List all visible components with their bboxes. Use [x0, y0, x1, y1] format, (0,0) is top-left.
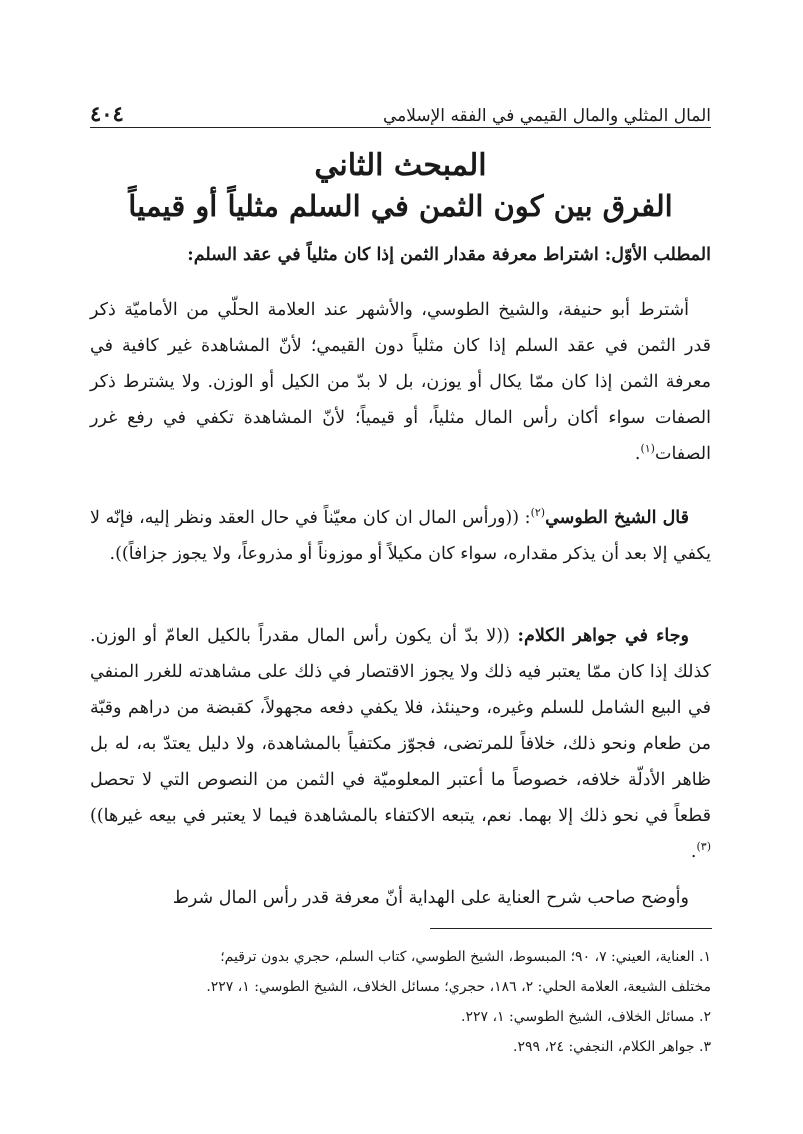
footnote-ref-2: (٢)	[530, 505, 546, 519]
footnote-line: ٢. مسائل الخلاف، الشيخ الطوسي: ١، ٢٢٧.	[461, 1009, 711, 1025]
paragraph-2-text: : ((ورأس المال ان كان معيّناً في حال العقد ونظر إليه، فإنّه لا يكفي إلا بعد أن يذكر مقداره، سواء كان مكيلاً أو موزوناً أو مذروعاً، ولا يجوز جزافاً)).	[90, 507, 711, 564]
paragraph-4	[90, 880, 711, 916]
footnote-ref-3: (٣)	[696, 839, 711, 853]
paragraph-1-text: أشترط أبو حنيفة، والشيخ الطوسي، والأشهر عند العلامة الحلّي من الأماميّة ذكر قدر الثمن في عقد السلم إذا كان مثلياً دون القيمي؛ لأنّ المشاهدة غير كافية في معرفة الثمن إذا كان ممّا يكال أو يوزن، بل لا بدّ من الكيل أو الوزن. ولا يشترط ذكر الصفات سواء أكان رأس المال مثلياً، أو قيمياً؛ لأنّ المشاهدة تكفي في رفع غرر الصفات	[90, 299, 711, 464]
footnote-rule	[430, 928, 712, 929]
section-title: المبحث الثاني	[314, 148, 487, 183]
page-number: ٤٠٤	[90, 101, 124, 126]
subsection-heading: المطلب الأوّل: اشتراط معرفة مقدار الثمن إذا كان مثلياً في عقد السلم:	[187, 245, 711, 265]
paragraph-2-lead: قال الشيخ الطوسي	[545, 507, 689, 528]
paragraph-4-text: وأوضح صاحب شرح العناية على الهداية أنّ معرفة قدر رأس المال شرط	[172, 887, 689, 908]
paragraph-2	[90, 500, 711, 572]
header-rule	[90, 127, 711, 128]
footnote-ref-1: (١)	[640, 441, 655, 455]
paragraph-1: أشترط أبو حنيفة، والشيخ الطوسي، والأشهر عند العلامة الحلّي من الأماميّة ذكر قدر الثمن في عقد السلم إذا كان مثلياً دون القيمي؛ لأنّ المشاهدة غير كافية في معرفة الثمن إذا كان ممّا يكال أو يوزن، بل لا بدّ من الكيل أو الوزن. ولا يشترط ذكر الصفات سواء أكان رأس المال مثلياً، أو قيمياً؛ لأنّ المشاهدة تكفي في رفع غرر الصفات$^{(١)}$.	[90, 299, 711, 464]
paragraph-3-text: ((لا بدّ أن يكون رأس المال مقدراً بالكيل العامّ أو الوزن. كذلك إذا كان ممّا يعتبر فيه ذلك ولا يجوز الاقتصار في ذلك على مشاهدته للغرر المنفي في البيع الشامل للسلم وغيره، وحينئذ، فلا يكفي دفعه مجهولاً، كقبضة من دراهم وقبّة من طعام ونحو ذلك، خلافاً للمرتضى، فجوّز مكتفياً بالمشاهدة، ولا دليل يعتدّ به، له بل ظاهر الأدلّة خلافه، خصوصاً ما أعتبر المعلوميّة في الثمن من النصوص التي لا تحصل قطعاً في نحو ذلك إلا بهما. نعم، يتبعه الاكتفاء بالمشاهدة فيما لا يعتبر في بيعه غيرها))	[90, 625, 711, 826]
footnote-line: مختلف الشيعة، العلامة الحلي: ٢، ١٨٦، حجري؛ مسائل الخلاف، الشيخ الطوسي: ١، ٢٢٧.	[206, 979, 711, 995]
footnote-line: ١. العناية، العيني: ٧، ٩٠؛ المبسوط، الشيخ الطوسي، كتاب السلم، حجري بدون ترقيم؛	[220, 949, 711, 965]
section-subtitle: الفرق بين كون الثمن في السلم مثلياً أو قيمياً	[128, 189, 673, 223]
running-header	[90, 92, 711, 130]
footnote-line: ٣. جواهر الكلام، النجفي: ٢٤، ٢٩٩.	[512, 1039, 711, 1055]
paragraph-3: وجاء في جواهر الكلام: ((لا بدّ أن يكون رأس المال مقدراً بالكيل العامّ أو الوزن. كذلك إذا كان ممّا يعتبر فيه ذلك ولا يجوز الاقتصار في ذلك على مشاهدته للغرر المنفي في البيع الشامل للسلم وغيره، وحينئذ، فلا يكفي دفعه مجهولاً، كقبضة من دراهم وقبّة من طعام ونحو ذلك، خلافاً للمرتضى، فجوّز مكتفياً بالمشاهدة، ولا دليل يعتدّ به، له بل ظاهر الأدلّة خلافه، خصوصاً ما أعتبر المعلوميّة في الثمن من النصوص التي لا تحصل قطعاً في نحو ذلك إلا بهما. نعم، يتبعه الاكتفاء بالمشاهدة فيما لا يعتبر في بيعه غيرها))$^{(٣)}$.	[90, 625, 711, 862]
paragraph-3-lead: وجاء في جواهر الكلام:	[517, 625, 690, 646]
book-title: المال المثلي والمال القيمي في الفقه الإسلامي	[382, 106, 711, 126]
footnotes	[90, 942, 711, 1062]
